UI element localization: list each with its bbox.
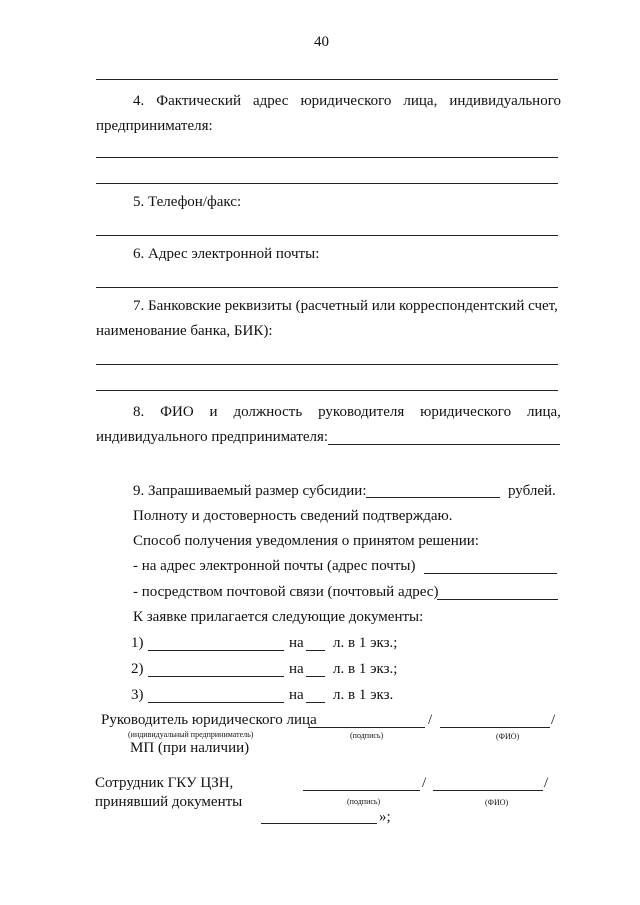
employee-signature-slash: /	[422, 775, 427, 791]
item4-word: адрес	[252, 93, 289, 109]
head-signature-field[interactable]	[308, 727, 425, 728]
stamp-label: МП (при наличии)	[130, 740, 250, 756]
item4-word: 4.	[133, 93, 145, 109]
employee-name-field[interactable]	[433, 790, 543, 791]
item7-field-2[interactable]	[96, 390, 558, 391]
item4-line2: предпринимателя:	[96, 118, 213, 134]
head-name-caption: (ФИО)	[496, 732, 520, 741]
subsidy-amount-field[interactable]	[366, 497, 500, 498]
item8-field[interactable]	[328, 444, 560, 445]
item8-word: и	[209, 404, 218, 420]
date-field[interactable]	[261, 823, 377, 824]
doc-on: на	[289, 661, 304, 677]
item8-word: руководителя	[318, 404, 405, 420]
top-rule	[96, 79, 558, 80]
item8-word: 8.	[133, 404, 145, 420]
docs-title: К заявке прилагается следующие документы:	[133, 609, 424, 625]
notify-title: Способ получения уведомления о принятом решении:	[133, 533, 479, 549]
item4-line1	[133, 92, 561, 110]
item6-label: 6. Адрес электронной почты:	[133, 246, 320, 262]
item4-word: лица,	[403, 93, 438, 109]
head-signature-slash: /	[551, 712, 556, 728]
doc-tail: л. в 1 экз.;	[333, 635, 398, 651]
date-tail: »;	[379, 809, 391, 825]
notify-post-field[interactable]	[437, 599, 558, 600]
doc-name-field[interactable]	[148, 650, 284, 651]
employee-signature-field[interactable]	[303, 790, 420, 791]
doc-on: на	[289, 687, 304, 703]
employee-signature-slash: /	[544, 775, 549, 791]
item8-line2: индивидуального предпринимателя:	[96, 429, 329, 445]
employee-sign-caption: (подпись)	[347, 797, 381, 806]
item4-word: юридического	[300, 93, 392, 109]
page-number: 40	[314, 34, 329, 50]
item7-line1: 7. Банковские реквизиты (расчетный или корреспондентский счет,	[133, 298, 558, 314]
head-name-field[interactable]	[440, 727, 550, 728]
doc-tail: л. в 1 экз.;	[333, 661, 398, 677]
item8-word: ФИО	[160, 404, 194, 420]
head-signature-label: Руководитель юридического лица	[101, 712, 317, 728]
doc-number: 1)	[131, 635, 144, 651]
doc-pages-field[interactable]	[306, 676, 325, 677]
item9-unit: рублей.	[508, 483, 556, 499]
item8-line1	[133, 403, 561, 421]
head-signature-sub: (индивидуальный предприниматель)	[128, 730, 254, 739]
doc-pages-field[interactable]	[306, 650, 325, 651]
confirm-text: Полноту и достоверность сведений подтверждаю.	[133, 508, 453, 524]
item4-word: Фактический	[156, 93, 241, 109]
item4-field-1[interactable]	[96, 157, 558, 158]
item6-field[interactable]	[96, 287, 558, 288]
doc-number: 2)	[131, 661, 144, 677]
item9-label: 9. Запрашиваемый размер субсидии:	[133, 483, 367, 499]
employee-name-caption: (ФИО)	[485, 798, 509, 807]
doc-pages-field[interactable]	[306, 702, 325, 703]
doc-number: 3)	[131, 687, 144, 703]
doc-name-field[interactable]	[148, 702, 284, 703]
head-sign-caption: (подпись)	[350, 731, 384, 740]
item7-line2: наименование банка, БИК):	[96, 323, 273, 339]
notify-email-label: - на адрес электронной почты (адрес почты)	[133, 558, 416, 574]
doc-on: на	[289, 635, 304, 651]
notify-post-label: - посредством почтовой связи (почтовый адрес)	[133, 584, 439, 600]
item4-word: индивидуального	[449, 93, 561, 109]
item4-field-2[interactable]	[96, 183, 558, 184]
employee-line2: принявший документы	[95, 794, 243, 810]
employee-line1: Сотрудник ГКУ ЦЗН,	[95, 775, 234, 791]
notify-email-field[interactable]	[424, 573, 557, 574]
doc-name-field[interactable]	[148, 676, 284, 677]
item8-word: лица,	[526, 404, 561, 420]
item5-label: 5. Телефон/факс:	[133, 194, 242, 210]
item5-field[interactable]	[96, 235, 558, 236]
item8-word: юридического	[420, 404, 512, 420]
head-signature-slash: /	[428, 712, 433, 728]
item8-word: должность	[233, 404, 303, 420]
doc-tail: л. в 1 экз.	[333, 687, 394, 703]
item7-field-1[interactable]	[96, 364, 558, 365]
